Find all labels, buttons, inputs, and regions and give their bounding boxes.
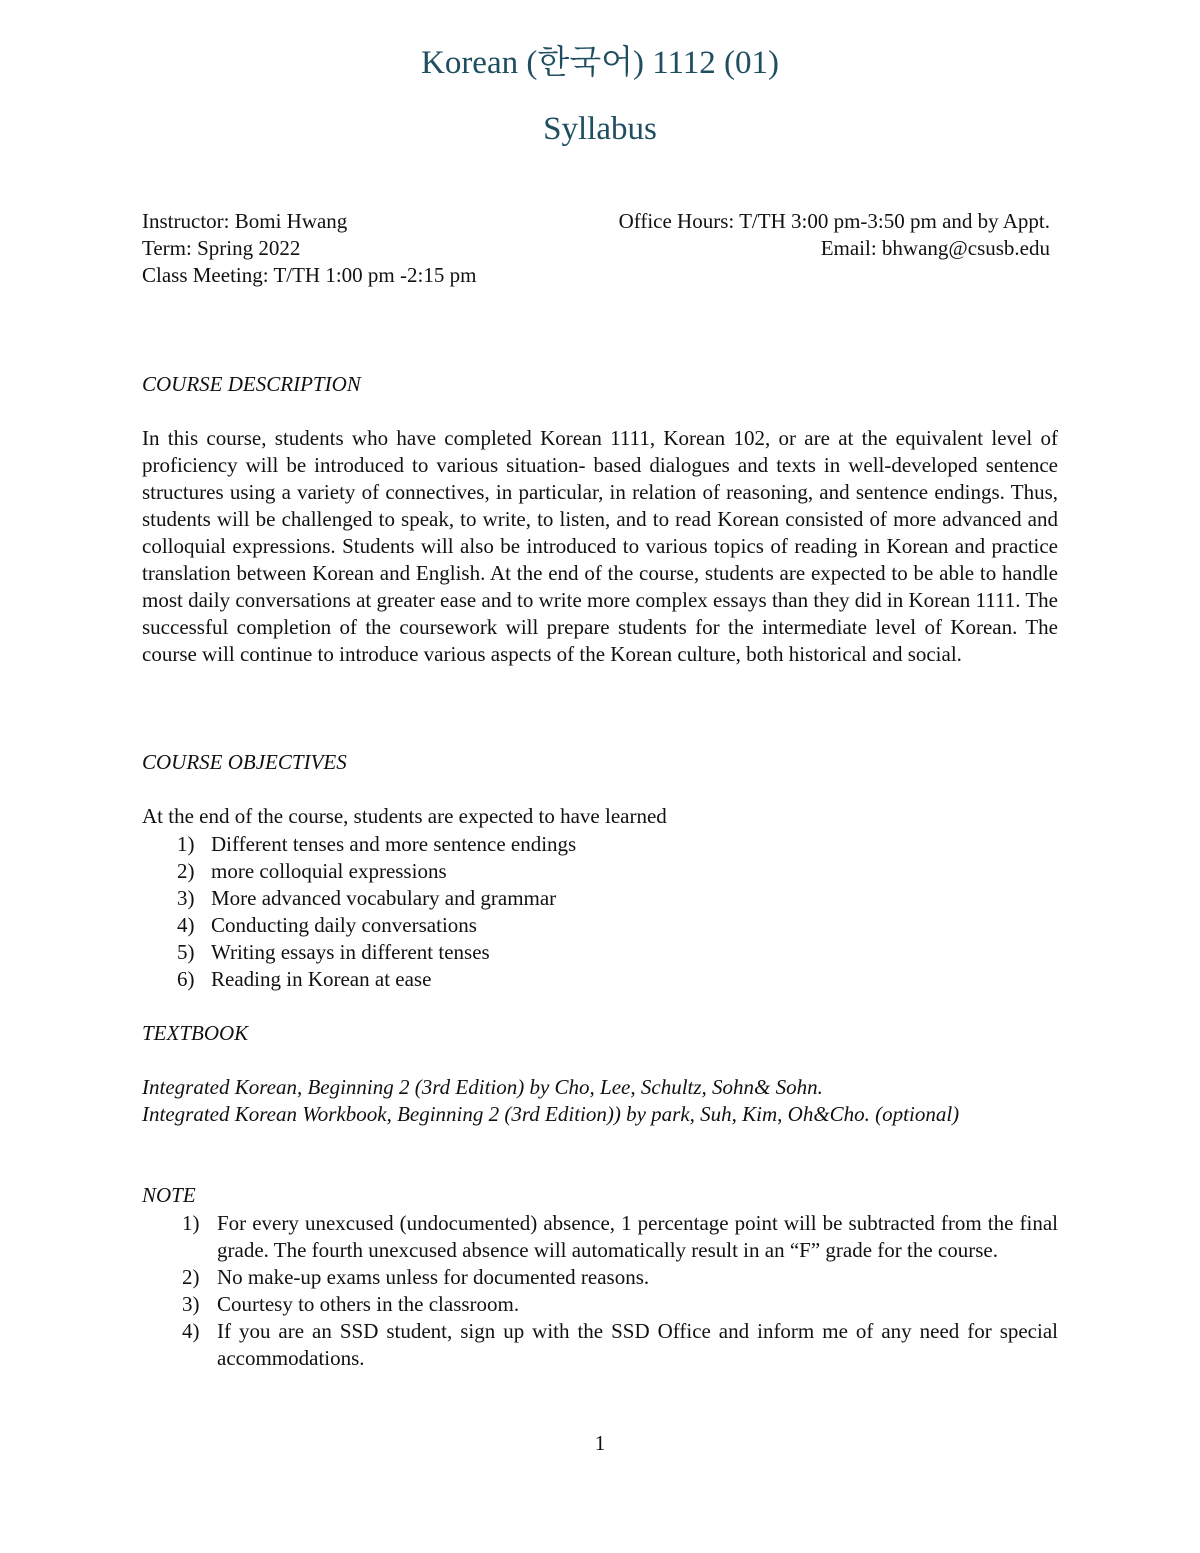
list-number: 3) [177,886,195,910]
textbook-heading: TEXTBOOK [142,1021,249,1045]
note-list [182,1210,1058,1372]
course-description-heading: COURSE DESCRIPTION [142,372,361,396]
list-number: 6) [177,967,195,991]
list-number: 3) [182,1292,200,1316]
page-title: Korean (한국어) 1112 (01) [420,45,779,81]
instructor-line: Instructor: Bomi Hwang [142,209,348,233]
email-line: Email: bhwang@csusb.edu [820,236,1050,260]
list-text: If you are an SSD student, sign up with the SSD Office and inform me of any need for special accommodations. [217,1319,1058,1370]
term-line: Term: Spring 2022 [142,236,301,260]
list-number: 1) [177,832,195,856]
list-item [177,885,937,912]
list-number: 1) [182,1211,200,1235]
objectives-list [177,831,937,993]
list-number: 5) [177,940,195,964]
note-heading: NOTE [142,1183,196,1207]
list-number: 4) [182,1319,200,1343]
textbook-line-1: Integrated Korean, Beginning 2 (3rd Edition) by Cho, Lee, Schultz, Sohn& Sohn. [142,1075,823,1099]
list-item [182,1318,1058,1372]
list-item [182,1264,1058,1291]
list-text: Different tenses and more sentence endings [211,832,577,856]
course-description-text: In this course, students who have completed Korean 1111, Korean 102, or are at the equivalent level of proficiency will be introduced to various situation- based dialogues and texts in well-developed sentence structures using a variety of connectives, in particular, in relation of reasoning, and sentence endings. Thus, students will be challenged to speak, to write, to listen, and to read Korean consisted of more advanced and colloquial expressions. Students will also be introduced to various topics of reading in Korean and practice translation between Korean and English. At the end of the course, students are expected to be able to handle most daily conversations at greater ease and to write more complex essays than they did in Korean 1111. The successful completion of the coursework will prepare students for the intermediate level of Korean. The course will continue to introduce various aspects of the Korean culture, both historical and social. [142,426,1058,666]
list-item [177,858,937,885]
list-text: Conducting daily conversations [211,913,477,937]
objectives-intro: At the end of the course, students are expected to have learned [142,804,667,828]
page-subtitle: Syllabus [543,111,657,147]
class-meeting-line: Class Meeting: T/TH 1:00 pm -2:15 pm [142,263,477,287]
list-text: Reading in Korean at ease [211,967,432,991]
page-number: 1 [594,1431,606,1455]
course-objectives-heading: COURSE OBJECTIVES [142,750,347,774]
list-item [177,966,937,993]
list-text: More advanced vocabulary and grammar [211,886,557,910]
textbook-line-2: Integrated Korean Workbook, Beginning 2 (3rd Edition)) by park, Suh, Kim, Oh&Cho. (optional) [142,1102,960,1126]
office-hours-line: Office Hours: T/TH 3:00 pm-3:50 pm and by Appt. [618,209,1050,233]
list-text: more colloquial expressions [211,859,447,883]
list-number: 4) [177,913,195,937]
list-number: 2) [182,1265,200,1289]
list-item [177,939,937,966]
list-item [182,1291,1058,1318]
list-item [177,912,937,939]
list-text: Courtesy to others in the classroom. [217,1292,520,1316]
list-item [182,1210,1058,1264]
list-text: For every unexcused (undocumented) absence, 1 percentage point will be subtracted from the final grade. The fourth unexcused absence will automatically result in an “F” grade for the course. [217,1211,1058,1262]
list-item [177,831,937,858]
list-number: 2) [177,859,195,883]
list-text: Writing essays in different tenses [211,940,490,964]
list-text: No make-up exams unless for documented reasons. [217,1265,650,1289]
